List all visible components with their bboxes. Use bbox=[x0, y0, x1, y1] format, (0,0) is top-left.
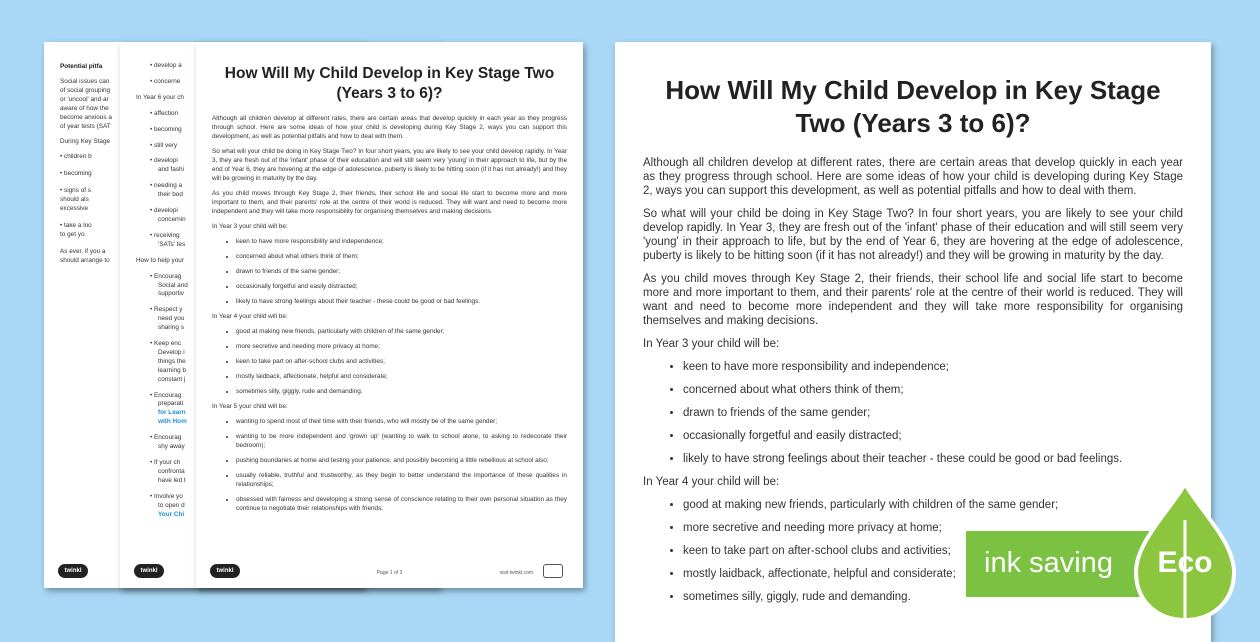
list-item: • drawn to friends of the same gender; bbox=[683, 406, 1183, 420]
back-page-1-line: In Year 6 your ch bbox=[136, 93, 184, 101]
back-page-2-line: of year tests (SAT bbox=[60, 123, 111, 130]
list-item: • keen to have more responsibility and independence; bbox=[236, 237, 567, 246]
ink-saving-label: ink saving bbox=[984, 547, 1113, 579]
list-item: • obsessed with fairness and developing a strong sense of conscience relating to their own personal situation as they continue to negotiate their relationships with friends; bbox=[236, 495, 567, 513]
back-page-1-line: need you bbox=[158, 315, 185, 323]
back-page-1-line: • affection bbox=[150, 109, 179, 117]
back-page-2-line: or 'uncool' and ar bbox=[60, 96, 109, 103]
list-item: • wanting to be more independent and 'grown up' (wanting to walk to school alone, to asking to redecorate their bedroom); bbox=[236, 432, 567, 450]
back-page-1-line: their bod bbox=[158, 191, 183, 199]
list-item: • usually reliable, truthful and trustworthy, as they begin to better understand the importance of these qualities in relationships; bbox=[236, 471, 567, 489]
twinkl-logo: twinkl bbox=[134, 564, 164, 578]
back-page-2-line: • take a loo bbox=[60, 222, 92, 229]
list-item: • keen to have more responsibility and independence; bbox=[683, 360, 1183, 374]
pitfalls-heading: Potential pitfa bbox=[60, 63, 103, 70]
list-item: • mostly laidback, affectionate, helpful and considerate; bbox=[236, 372, 567, 381]
back-page-1-line: • still very bbox=[150, 141, 178, 149]
list-item: • drawn to friends of the same gender; bbox=[236, 267, 567, 276]
list-item: • likely to have strong feelings about their teacher - these could be good or bad feelings. bbox=[683, 452, 1183, 466]
back-page-2-line: During Key Stage bbox=[60, 138, 111, 145]
year4-list bbox=[212, 327, 567, 396]
back-page-1-line: and fashi bbox=[158, 166, 184, 174]
intro-paragraph: So what will your child be doing in Key Stage Two? In four short years, you are likely to see your child develop rapidly. In Year 3, they are fresh out of the 'infant' phase of their education and will still seem very 'young' in their approach to life, but by the end of Year 6, they are hovering at the edge of adolescence, puberty is likely to be hitting soon (if it has not already!) and they will be growing in maturity by the day. bbox=[643, 208, 1183, 262]
back-page-1-line: have led t bbox=[158, 476, 186, 484]
back-page-1-line: • If your ch bbox=[150, 459, 181, 466]
list-item: • sometimes silly, giggly, rude and demanding. bbox=[236, 387, 567, 396]
back-page-1-line: • needing a bbox=[150, 182, 183, 190]
back-page-1-line: confronta bbox=[158, 467, 185, 475]
front-page-thumbnail bbox=[196, 42, 583, 588]
back-page-1-line: • Encourag bbox=[150, 272, 182, 280]
intro-paragraph: So what will your child be doing in Key Stage Two? In four short years, you are likely to see your child develop rapidly. In Year 3, they are fresh out of the 'infant' phase of their education and will still seem very 'young' in their approach to life, but by the end of Year 6, they are hovering at the edge of adolescence, puberty is likely to be hitting soon (if it has not already!) and they will be growing in maturity by the day. bbox=[212, 148, 567, 182]
page-number: Page 1 of 3 bbox=[376, 570, 403, 576]
resource-link[interactable]: with Hom bbox=[158, 418, 187, 426]
list-item: • mostly laidback, affectionate, helpful and considerate; bbox=[683, 567, 1183, 581]
resource-link[interactable]: for Learn bbox=[158, 409, 186, 417]
back-page-1-line: things the bbox=[158, 357, 186, 365]
year3-heading: In Year 3 your child will be: bbox=[212, 223, 288, 230]
back-page-2-line: should als bbox=[60, 196, 89, 203]
page-footer bbox=[196, 558, 583, 588]
page-title: How Will My Child Develop in Key Stage Two (Years 3 to 6)? bbox=[665, 75, 1161, 138]
back-page-2-line: • becoming bbox=[60, 170, 92, 177]
back-page-1-line: sharing s bbox=[158, 324, 184, 332]
back-page-2-line: Social issues can bbox=[60, 78, 110, 85]
list-item: • more secretive and needing more privacy at home; bbox=[236, 342, 567, 351]
intro-paragraph: Although all children develop at different rates, there are certain areas that develop quickly in each year as they progress through school. Here are some ideas of how your child is developing during Key Stage 2, ways you can support this development, as well as potential pitfalls and how to deal with them. bbox=[212, 115, 567, 140]
front-page-title: How Will My Child Develop in Key Stage Two (Years 3 to 6)? bbox=[224, 65, 555, 102]
back-page-1-line: learning b bbox=[158, 366, 187, 374]
list-item: • likely to have strong feelings about their teacher - these could be good or bad feelings. bbox=[236, 297, 567, 306]
list-item: • occasionally forgetful and easily distracted; bbox=[683, 429, 1183, 443]
back-page-1-line: • Keep enc bbox=[150, 340, 182, 348]
twinkl-logo: twinkl bbox=[58, 564, 88, 578]
back-page-1-line: • Encourag bbox=[150, 391, 182, 399]
year3-list bbox=[643, 360, 1183, 466]
back-page-1-line: Social and bbox=[158, 281, 188, 289]
back-page-1-line: to open d bbox=[158, 501, 185, 509]
back-page-1-line: How to help your bbox=[136, 256, 184, 264]
list-item: • concerned about what others think of them; bbox=[683, 383, 1183, 397]
year3-heading: In Year 3 your child will be: bbox=[643, 338, 780, 350]
back-page-2-line: to get yo bbox=[60, 231, 85, 238]
back-page-1-line: • becoming bbox=[150, 125, 182, 133]
quality-badge-icon bbox=[543, 564, 563, 578]
list-item: • good at making new friends, particularly with children of the same gender; bbox=[236, 327, 567, 336]
eco-leaf-icon bbox=[1130, 480, 1240, 630]
back-page-1-line: • develop a bbox=[150, 62, 182, 69]
intro-paragraph: Although all children develop at different rates, there are certain areas that develop quickly in each year as they progress through school. Here are some ideas of how your child is developing during Key Stage 2, ways you can support this development, as well as potential pitfalls and how to deal with them. bbox=[643, 157, 1183, 197]
back-page-2-line: • children b bbox=[60, 153, 92, 160]
twinkl-logo: twinkl bbox=[210, 564, 240, 578]
back-page-2-line: As ever, if you a bbox=[60, 248, 106, 255]
list-item: • pushing boundaries at home and testing your patience, and possibly becoming a little rebellious at school also; bbox=[236, 456, 567, 465]
year3-list bbox=[212, 237, 567, 306]
year5-heading: In Year 5 your child will be: bbox=[212, 403, 288, 410]
eco-label: Eco bbox=[1157, 546, 1213, 579]
back-page-1-line: • Involve yo bbox=[150, 492, 183, 500]
back-page-1-line: 'SATs' tes bbox=[158, 240, 186, 248]
back-page-1-line: preparati bbox=[158, 400, 184, 408]
year4-heading: In Year 4 your child will be: bbox=[212, 313, 288, 320]
back-page-1-line: Develop i bbox=[158, 348, 185, 356]
back-page-1-line: • developi bbox=[150, 157, 178, 165]
list-item: • concerned about what others think of them; bbox=[236, 252, 567, 261]
visit-link[interactable]: visit twinkl.com bbox=[499, 570, 533, 576]
year5-list bbox=[212, 417, 567, 513]
back-page-2-line: • signs of s bbox=[60, 187, 92, 194]
resource-link[interactable]: Your Chi bbox=[158, 510, 185, 518]
intro-paragraph: As you child moves through Key Stage 2, their friends, their school life and social life start to become more and more important to them, and their parents' role at the centre of their world is reduced. They will want and need to become more independent and they will take more responsibility for organising themselves and making decisions. bbox=[212, 190, 567, 215]
back-page-1-line: • Encourag bbox=[150, 434, 182, 442]
list-item: • keen to take part on after-school clubs and activities; bbox=[236, 357, 567, 366]
list-item: • occasionally forgetful and easily distracted; bbox=[236, 282, 567, 291]
back-page-1-line: constant j bbox=[158, 375, 186, 383]
back-page-2-line: excessive bbox=[60, 205, 89, 212]
intro-paragraph: As you child moves through Key Stage 2, their friends, their school life and social life start to become more and more important to them, and their parents' role at the centre of their world is reduced. They will want and need to become more independent and they will take more responsibility for organising themselves and making decisions. bbox=[643, 273, 1183, 327]
list-item: • wanting to spend most of their time with their friends, who will mostly be of the same gender; bbox=[236, 417, 567, 426]
list-item: • more secretive and needing more privacy at home; bbox=[683, 521, 1183, 535]
front-page-body bbox=[196, 114, 583, 513]
back-page-2-line: aware of how the bbox=[60, 105, 109, 112]
back-page-1-line: concernin bbox=[158, 215, 186, 223]
list-item: • sometimes silly, giggly, rude and demanding. bbox=[683, 590, 1183, 604]
back-page-1-line: • Respect y bbox=[150, 306, 183, 314]
back-page-1-line: supportiv bbox=[158, 290, 184, 298]
back-page-2-line: should arrange to bbox=[60, 257, 110, 264]
back-page-1-line: • developi bbox=[150, 207, 178, 215]
back-page-2-line: become anxious a bbox=[60, 114, 112, 121]
back-page-1-line: shy away bbox=[158, 443, 185, 451]
list-item: • good at making new friends, particularly with children of the same gender; bbox=[683, 498, 1183, 512]
back-page-1-line: • receiving bbox=[150, 231, 180, 239]
list-item: • keen to take part on after-school clubs and activities; bbox=[683, 544, 1183, 558]
back-page-2-line: of social grouping bbox=[60, 87, 111, 94]
year4-heading: In Year 4 your child will be: bbox=[643, 476, 780, 488]
back-page-1-line: • concerne bbox=[150, 77, 181, 85]
